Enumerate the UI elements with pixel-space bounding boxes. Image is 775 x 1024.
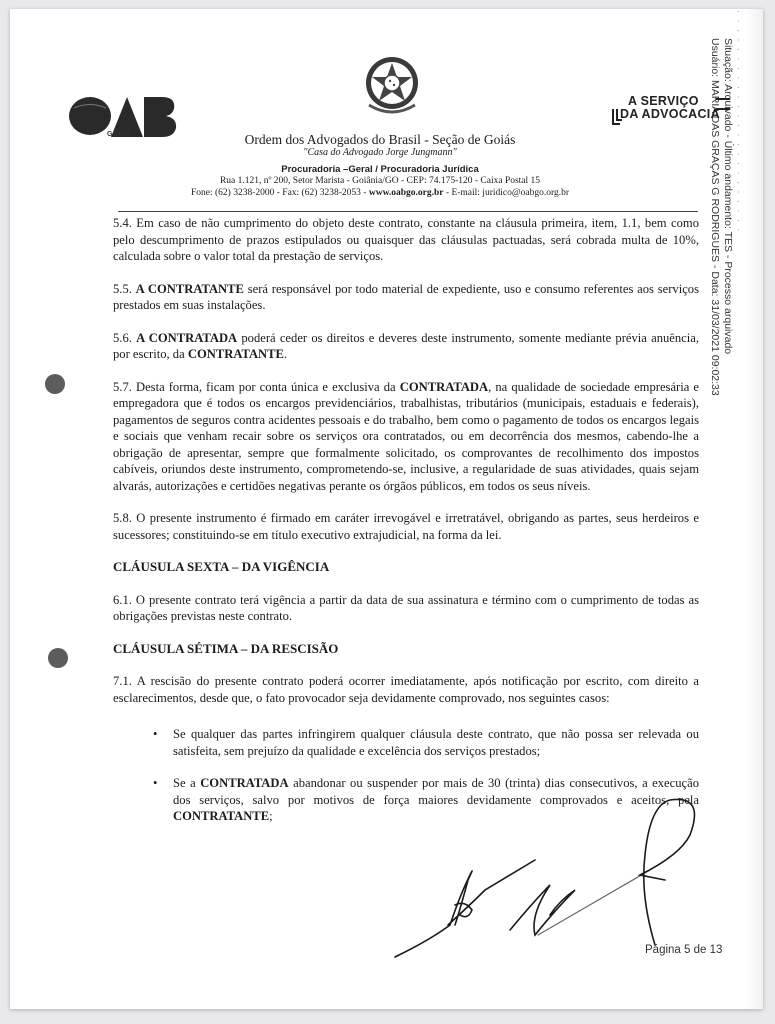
clause-5-4: 5.4. Em caso de não cumprimento do objeto deste contrato, constante na cláusula primeira, item, 1.1, bem como pelo descumprimento de prazos estipulados ou quaisquer das cláusulas pactuadas, será cobrada multa de 10%, calculada sobre o valor total da prestação de serviços. <box>113 216 699 263</box>
contact-email: - E-mail: juridico@oabgo.org.br <box>443 188 569 198</box>
stamp-usuario: Usuário: MARIA DAS GRAÇAS G RODRIGUES - Data: 31/03/2021 09:02:33 <box>709 38 721 396</box>
brazil-coat-of-arms-icon <box>357 55 427 121</box>
org-contact <box>140 188 620 198</box>
list-item: • Se qualquer das partes infringirem qualquer cláusula deste contrato, que não possa ser relevada ou satisfeita, sem prejuízo da qualidade e excelência dos serviços prestados; <box>153 727 699 758</box>
stamp-faded-line: · · · · · · · · · · · · · · · · · · · · · · · · <box>734 10 744 234</box>
punch-hole-bottom <box>48 648 68 668</box>
clause-7-1: 7.1. A rescisão do presente contrato poderá ocorrer imediatamente, após notificação por escrito, com direito a esclarecimentos, desde que, o fato provocador seja devidamente comprovado, nos seguintes casos: <box>113 674 699 705</box>
clause-6-1: 6.1. O presente contrato terá vigência a partir da data de sua assinatura e término com o cumprimento de todas as obrigações previstas neste contrato. <box>113 592 699 623</box>
oab-logo-subtitle: GOIÁS <box>107 131 130 138</box>
org-title: Ordem dos Advogados do Brasil - Seção de Goiás <box>244 132 516 147</box>
section-heading-rescisao: CLÁUSULA SÉTIMA – DA RESCISÃO <box>113 640 339 656</box>
slogan-line-2: DA ADVOCACIA <box>620 107 720 121</box>
org-motto: "Casa do Advogado Jorge Jungmann" <box>303 147 457 158</box>
list-item: • Se a CONTRATADA abandonar ou suspender por mais de 30 (trinta) dias consecutivos, a execução dos serviços, salvo por motivos de força maiores devidamente comprovados e aceitos, pela CONTRATANTE; <box>153 776 699 823</box>
contract-body <box>113 215 699 841</box>
clause-5-5: 5.5. A CONTRATANTE será responsável por todo material de expediente, uso e consumo referentes aos serviços prestados em suas instalações. <box>113 281 699 312</box>
website-link[interactable]: www.oabgo.org.br <box>368 188 444 198</box>
page-number: Página 5 de 13 <box>645 944 723 956</box>
department-name: Procuradoria –Geral / Procuradoria Jurídica <box>281 164 479 175</box>
handwritten-signatures-icon <box>360 775 700 965</box>
stamp-situacao: Situação: Arquivado - Último andamento: TES - Processo arquivado <box>722 38 734 355</box>
clause-5-8: 5.8. O presente instrumento é firmado em caráter irrevogável e irretratável, obrigando as partes, seus herdeiros e sucessores; constituindo-se em título executivo extrajudicial, na forma da lei. <box>113 511 699 542</box>
corner-bars-inner-icon <box>616 109 622 121</box>
slogan-logo <box>620 95 720 121</box>
header-divider <box>118 211 698 212</box>
contact-phones: Fone: (62) 3238-2000 - Fax: (62) 3238-2053 - <box>191 188 369 198</box>
slogan-line-1: A SERVIÇO <box>628 94 699 108</box>
bullet-icon: • <box>153 776 158 790</box>
bullet-icon: • <box>153 727 158 741</box>
clause-5-7: 5.7. Desta forma, ficam por conta única e exclusiva da CONTRATADA, na qualidade de sociedade empresária e empregadora que é todos os encargos previdenciários, trabalhistas, tributários (municipais, estaduais e federais), pagamentos de seguros contra acidentes pessoais e do trabalho, bem como o pagamento de todos os encargos legais e sociais que venham recair sobre os serviços ora contratados, ou em decorrência dos mesmos, cabendo-lhe a obrigação de apresentar, sempre que formalmente solicitado, os comprovantes de recolhimento dos impostos cabíveis, oriundos deste instrumento, comprometendo-se, inclusive, a regularidade de suas atividades, quais sejam alvarás, autorizações e certidões negativas perante os órgãos públicos, em todos os seus níveis. <box>113 379 699 493</box>
arrow-icon <box>716 98 730 110</box>
punch-hole-top <box>45 374 65 394</box>
org-address: Rua 1.121, nº 200, Setor Marista - Goiânia/GO - CEP: 74.175-120 - Caixa Postal 15 <box>219 176 541 186</box>
section-heading-vigencia: CLÁUSULA SEXTA – DA VIGÊNCIA <box>113 559 330 574</box>
clause-5-6: 5.6. A CONTRATADA poderá ceder os direitos e deveres deste instrumento, somente mediante prévia anuência, por escrito, da CONTRATANTE. <box>113 330 700 361</box>
